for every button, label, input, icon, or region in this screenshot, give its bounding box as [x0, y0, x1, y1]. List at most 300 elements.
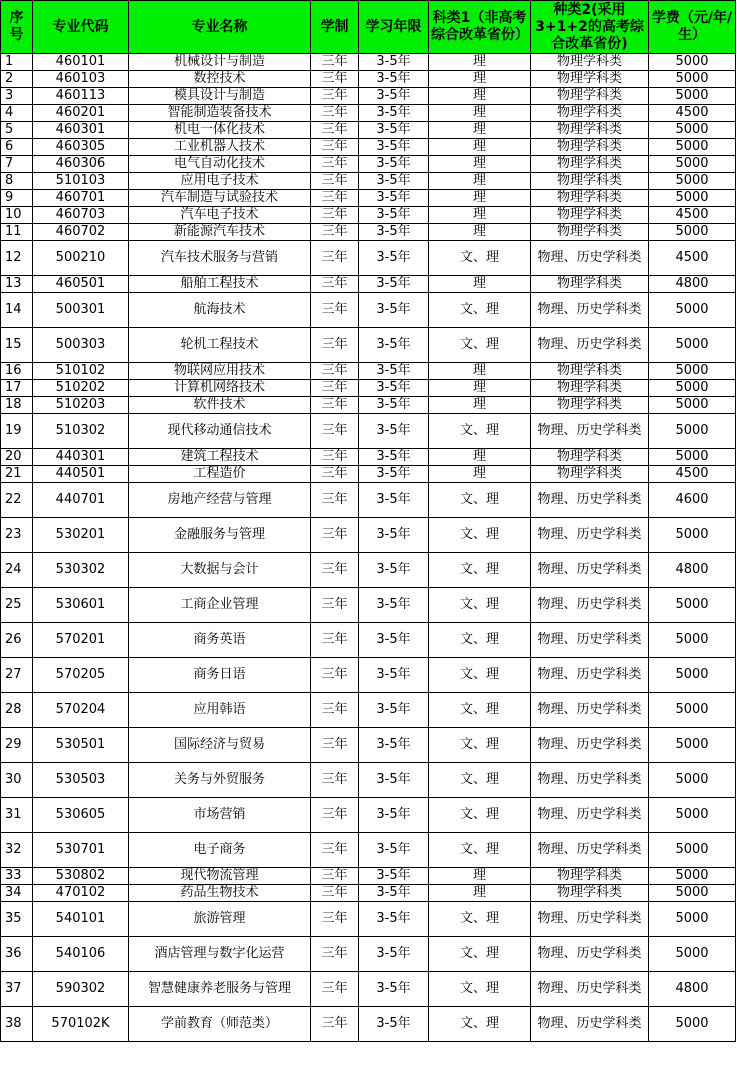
- cell-category-1: 理: [429, 54, 531, 71]
- cell-category-1: 文、理: [429, 1007, 531, 1042]
- cell-category-1: 文、理: [429, 588, 531, 623]
- cell-category-1: 理: [429, 88, 531, 105]
- cell-category-1: 文、理: [429, 763, 531, 798]
- cell-fee: 5000: [649, 658, 736, 693]
- table-body: [1, 54, 736, 1042]
- cell-no: 28: [1, 693, 33, 728]
- cell-years: 3-5年: [359, 397, 429, 414]
- cell-fee: 5000: [649, 139, 736, 156]
- cell-category-1: 文、理: [429, 553, 531, 588]
- cell-code: 570201: [33, 623, 129, 658]
- table-row: [1, 414, 736, 449]
- cell-code: 500301: [33, 293, 129, 328]
- header-years: 学习年限: [359, 1, 429, 54]
- cell-category-2: 物理、历史学科类: [531, 414, 649, 449]
- cell-category-1: 文、理: [429, 293, 531, 328]
- cell-code: 460501: [33, 276, 129, 293]
- cell-name: 机械设计与制造: [129, 54, 311, 71]
- cell-no: 9: [1, 190, 33, 207]
- cell-no: 24: [1, 553, 33, 588]
- header-no: 序号: [1, 1, 33, 54]
- cell-code: 510103: [33, 173, 129, 190]
- cell-code: 570102K: [33, 1007, 129, 1042]
- cell-code: 510102: [33, 363, 129, 380]
- cell-system: 三年: [311, 328, 359, 363]
- cell-fee: 5000: [649, 1007, 736, 1042]
- cell-name: 智慧健康养老服务与管理: [129, 972, 311, 1007]
- cell-code: 460301: [33, 122, 129, 139]
- cell-category-2: 物理、历史学科类: [531, 483, 649, 518]
- cell-code: 460703: [33, 207, 129, 224]
- table-row: [1, 190, 736, 207]
- cell-name: 航海技术: [129, 293, 311, 328]
- cell-category-1: 理: [429, 71, 531, 88]
- cell-no: 12: [1, 241, 33, 276]
- cell-years: 3-5年: [359, 173, 429, 190]
- cell-name: 工业机器人技术: [129, 139, 311, 156]
- cell-no: 32: [1, 833, 33, 868]
- table-row: [1, 54, 736, 71]
- cell-category-2: 物理学科类: [531, 207, 649, 224]
- cell-name: 药品生物技术: [129, 885, 311, 902]
- cell-category-1: 理: [429, 885, 531, 902]
- cell-category-1: 文、理: [429, 658, 531, 693]
- cell-code: 540106: [33, 937, 129, 972]
- cell-category-2: 物理学科类: [531, 397, 649, 414]
- cell-name: 应用电子技术: [129, 173, 311, 190]
- cell-no: 13: [1, 276, 33, 293]
- cell-fee: 5000: [649, 885, 736, 902]
- cell-system: 三年: [311, 833, 359, 868]
- cell-category-2: 物理学科类: [531, 380, 649, 397]
- cell-no: 1: [1, 54, 33, 71]
- cell-system: 三年: [311, 54, 359, 71]
- cell-category-1: 理: [429, 276, 531, 293]
- table-row: [1, 798, 736, 833]
- cell-fee: 5000: [649, 224, 736, 241]
- cell-no: 2: [1, 71, 33, 88]
- cell-system: 三年: [311, 122, 359, 139]
- cell-category-2: 物理学科类: [531, 868, 649, 885]
- table-row: [1, 71, 736, 88]
- cell-system: 三年: [311, 276, 359, 293]
- cell-years: 3-5年: [359, 207, 429, 224]
- cell-category-2: 物理学科类: [531, 276, 649, 293]
- table-row: [1, 105, 736, 122]
- header-category-2: 种类2(采用3+1+2的高考综合改革省份): [531, 1, 649, 54]
- cell-category-1: 文、理: [429, 483, 531, 518]
- cell-system: 三年: [311, 380, 359, 397]
- table-row: [1, 397, 736, 414]
- cell-name: 计算机网络技术: [129, 380, 311, 397]
- cell-no: 10: [1, 207, 33, 224]
- cell-years: 3-5年: [359, 241, 429, 276]
- cell-years: 3-5年: [359, 156, 429, 173]
- cell-code: 460305: [33, 139, 129, 156]
- cell-code: 530802: [33, 868, 129, 885]
- cell-no: 33: [1, 868, 33, 885]
- cell-fee: 4500: [649, 105, 736, 122]
- cell-years: 3-5年: [359, 937, 429, 972]
- cell-system: 三年: [311, 466, 359, 483]
- cell-category-2: 物理学科类: [531, 885, 649, 902]
- cell-category-1: 文、理: [429, 693, 531, 728]
- cell-name: 大数据与会计: [129, 553, 311, 588]
- cell-category-2: 物理学科类: [531, 105, 649, 122]
- cell-code: 570204: [33, 693, 129, 728]
- cell-system: 三年: [311, 414, 359, 449]
- cell-years: 3-5年: [359, 105, 429, 122]
- cell-fee: 5000: [649, 414, 736, 449]
- cell-system: 三年: [311, 105, 359, 122]
- cell-code: 460306: [33, 156, 129, 173]
- cell-category-1: 理: [429, 397, 531, 414]
- cell-category-1: 理: [429, 139, 531, 156]
- cell-system: 三年: [311, 88, 359, 105]
- cell-fee: 5000: [649, 54, 736, 71]
- table-row: [1, 972, 736, 1007]
- cell-system: 三年: [311, 483, 359, 518]
- cell-category-2: 物理学科类: [531, 190, 649, 207]
- cell-fee: 5000: [649, 397, 736, 414]
- cell-fee: 4500: [649, 466, 736, 483]
- cell-category-2: 物理学科类: [531, 449, 649, 466]
- cell-no: 18: [1, 397, 33, 414]
- cell-category-2: 物理、历史学科类: [531, 623, 649, 658]
- cell-fee: 4600: [649, 483, 736, 518]
- cell-system: 三年: [311, 902, 359, 937]
- cell-category-1: 理: [429, 207, 531, 224]
- cell-no: 29: [1, 728, 33, 763]
- cell-name: 现代物流管理: [129, 868, 311, 885]
- table-row: [1, 763, 736, 798]
- cell-category-1: 文、理: [429, 798, 531, 833]
- cell-system: 三年: [311, 972, 359, 1007]
- cell-no: 20: [1, 449, 33, 466]
- table-row: [1, 658, 736, 693]
- cell-category-2: 物理、历史学科类: [531, 658, 649, 693]
- cell-fee: 4800: [649, 972, 736, 1007]
- table-row: [1, 623, 736, 658]
- cell-fee: 5000: [649, 728, 736, 763]
- cell-years: 3-5年: [359, 833, 429, 868]
- cell-name: 汽车技术服务与营销: [129, 241, 311, 276]
- table-header: [1, 1, 736, 54]
- cell-fee: 5000: [649, 693, 736, 728]
- cell-category-2: 物理学科类: [531, 363, 649, 380]
- cell-fee: 4800: [649, 276, 736, 293]
- cell-fee: 5000: [649, 293, 736, 328]
- cell-system: 三年: [311, 224, 359, 241]
- cell-no: 17: [1, 380, 33, 397]
- cell-category-2: 物理、历史学科类: [531, 518, 649, 553]
- cell-category-2: 物理、历史学科类: [531, 972, 649, 1007]
- cell-category-2: 物理学科类: [531, 466, 649, 483]
- cell-name: 船舶工程技术: [129, 276, 311, 293]
- header-row: [1, 1, 736, 54]
- cell-years: 3-5年: [359, 54, 429, 71]
- cell-name: 电气自动化技术: [129, 156, 311, 173]
- cell-fee: 5000: [649, 363, 736, 380]
- cell-fee: 5000: [649, 833, 736, 868]
- cell-name: 商务英语: [129, 623, 311, 658]
- cell-name: 软件技术: [129, 397, 311, 414]
- table-row: [1, 553, 736, 588]
- table-row: [1, 139, 736, 156]
- cell-category-2: 物理、历史学科类: [531, 241, 649, 276]
- table-row: [1, 380, 736, 397]
- cell-system: 三年: [311, 156, 359, 173]
- table-row: [1, 224, 736, 241]
- table-row: [1, 363, 736, 380]
- cell-category-1: 文、理: [429, 833, 531, 868]
- table-row: [1, 1007, 736, 1042]
- cell-no: 14: [1, 293, 33, 328]
- cell-category-1: 文、理: [429, 623, 531, 658]
- cell-category-1: 文、理: [429, 241, 531, 276]
- cell-code: 440501: [33, 466, 129, 483]
- table-row: [1, 466, 736, 483]
- cell-category-2: 物理、历史学科类: [531, 588, 649, 623]
- cell-system: 三年: [311, 190, 359, 207]
- cell-name: 房地产经营与管理: [129, 483, 311, 518]
- cell-system: 三年: [311, 293, 359, 328]
- cell-code: 510203: [33, 397, 129, 414]
- cell-fee: 5000: [649, 588, 736, 623]
- cell-fee: 4500: [649, 207, 736, 224]
- cell-fee: 5000: [649, 902, 736, 937]
- cell-category-2: 物理、历史学科类: [531, 763, 649, 798]
- cell-code: 460113: [33, 88, 129, 105]
- table-row: [1, 156, 736, 173]
- cell-system: 三年: [311, 1007, 359, 1042]
- cell-no: 38: [1, 1007, 33, 1042]
- cell-category-1: 文、理: [429, 902, 531, 937]
- cell-name: 商务日语: [129, 658, 311, 693]
- cell-years: 3-5年: [359, 190, 429, 207]
- table-row: [1, 693, 736, 728]
- cell-category-2: 物理学科类: [531, 71, 649, 88]
- cell-system: 三年: [311, 449, 359, 466]
- cell-years: 3-5年: [359, 224, 429, 241]
- cell-fee: 5000: [649, 763, 736, 798]
- table-row: [1, 483, 736, 518]
- cell-years: 3-5年: [359, 293, 429, 328]
- cell-fee: 5000: [649, 518, 736, 553]
- cell-name: 学前教育（师范类）: [129, 1007, 311, 1042]
- table-row: [1, 328, 736, 363]
- cell-no: 15: [1, 328, 33, 363]
- cell-code: 540101: [33, 902, 129, 937]
- cell-fee: 5000: [649, 449, 736, 466]
- cell-code: 460702: [33, 224, 129, 241]
- cell-fee: 5000: [649, 798, 736, 833]
- cell-fee: 4800: [649, 553, 736, 588]
- cell-category-2: 物理学科类: [531, 173, 649, 190]
- table-row: [1, 207, 736, 224]
- cell-category-1: 理: [429, 868, 531, 885]
- cell-no: 8: [1, 173, 33, 190]
- cell-name: 模具设计与制造: [129, 88, 311, 105]
- cell-category-2: 物理、历史学科类: [531, 293, 649, 328]
- cell-no: 16: [1, 363, 33, 380]
- cell-name: 汽车制造与试验技术: [129, 190, 311, 207]
- cell-category-1: 理: [429, 190, 531, 207]
- cell-system: 三年: [311, 588, 359, 623]
- cell-category-1: 理: [429, 380, 531, 397]
- cell-name: 现代移动通信技术: [129, 414, 311, 449]
- cell-years: 3-5年: [359, 449, 429, 466]
- table-row: [1, 588, 736, 623]
- cell-years: 3-5年: [359, 798, 429, 833]
- cell-years: 3-5年: [359, 553, 429, 588]
- cell-fee: 5000: [649, 156, 736, 173]
- cell-category-1: 理: [429, 156, 531, 173]
- cell-years: 3-5年: [359, 763, 429, 798]
- cell-name: 金融服务与管理: [129, 518, 311, 553]
- cell-code: 440701: [33, 483, 129, 518]
- cell-name: 国际经济与贸易: [129, 728, 311, 763]
- cell-years: 3-5年: [359, 868, 429, 885]
- cell-name: 机电一体化技术: [129, 122, 311, 139]
- cell-code: 570205: [33, 658, 129, 693]
- cell-code: 530605: [33, 798, 129, 833]
- cell-category-1: 理: [429, 363, 531, 380]
- cell-category-2: 物理、历史学科类: [531, 937, 649, 972]
- cell-no: 19: [1, 414, 33, 449]
- cell-name: 建筑工程技术: [129, 449, 311, 466]
- cell-fee: 4500: [649, 241, 736, 276]
- table-row: [1, 173, 736, 190]
- cell-system: 三年: [311, 885, 359, 902]
- cell-code: 530201: [33, 518, 129, 553]
- cell-code: 440301: [33, 449, 129, 466]
- cell-category-1: 文、理: [429, 414, 531, 449]
- cell-years: 3-5年: [359, 588, 429, 623]
- cell-no: 4: [1, 105, 33, 122]
- cell-system: 三年: [311, 798, 359, 833]
- cell-category-2: 物理学科类: [531, 88, 649, 105]
- cell-name: 新能源汽车技术: [129, 224, 311, 241]
- table-row: [1, 293, 736, 328]
- header-code: 专业代码: [33, 1, 129, 54]
- cell-no: 21: [1, 466, 33, 483]
- cell-fee: 5000: [649, 868, 736, 885]
- cell-fee: 5000: [649, 71, 736, 88]
- cell-category-1: 文、理: [429, 328, 531, 363]
- cell-years: 3-5年: [359, 885, 429, 902]
- cell-system: 三年: [311, 623, 359, 658]
- cell-fee: 5000: [649, 623, 736, 658]
- cell-category-2: 物理、历史学科类: [531, 328, 649, 363]
- cell-years: 3-5年: [359, 139, 429, 156]
- cell-years: 3-5年: [359, 466, 429, 483]
- cell-fee: 5000: [649, 173, 736, 190]
- table-row: [1, 449, 736, 466]
- cell-years: 3-5年: [359, 623, 429, 658]
- cell-years: 3-5年: [359, 1007, 429, 1042]
- cell-system: 三年: [311, 728, 359, 763]
- cell-name: 旅游管理: [129, 902, 311, 937]
- cell-code: 470102: [33, 885, 129, 902]
- header-category-1: 科类1（非高考综合改革省份）: [429, 1, 531, 54]
- cell-category-2: 物理、历史学科类: [531, 553, 649, 588]
- header-system: 学制: [311, 1, 359, 54]
- cell-no: 7: [1, 156, 33, 173]
- cell-years: 3-5年: [359, 518, 429, 553]
- cell-fee: 5000: [649, 380, 736, 397]
- cell-years: 3-5年: [359, 276, 429, 293]
- cell-name: 轮机工程技术: [129, 328, 311, 363]
- cell-category-2: 物理、历史学科类: [531, 833, 649, 868]
- cell-system: 三年: [311, 763, 359, 798]
- table-row: [1, 88, 736, 105]
- cell-name: 应用韩语: [129, 693, 311, 728]
- cell-name: 电子商务: [129, 833, 311, 868]
- cell-code: 460201: [33, 105, 129, 122]
- cell-category-1: 文、理: [429, 937, 531, 972]
- cell-category-2: 物理学科类: [531, 122, 649, 139]
- cell-category-2: 物理、历史学科类: [531, 693, 649, 728]
- cell-code: 530601: [33, 588, 129, 623]
- cell-years: 3-5年: [359, 728, 429, 763]
- cell-category-1: 理: [429, 122, 531, 139]
- cell-system: 三年: [311, 553, 359, 588]
- cell-code: 500303: [33, 328, 129, 363]
- cell-category-2: 物理学科类: [531, 139, 649, 156]
- cell-code: 510302: [33, 414, 129, 449]
- cell-no: 36: [1, 937, 33, 972]
- cell-name: 工商企业管理: [129, 588, 311, 623]
- cell-system: 三年: [311, 207, 359, 224]
- cell-name: 数控技术: [129, 71, 311, 88]
- cell-years: 3-5年: [359, 972, 429, 1007]
- cell-category-2: 物理学科类: [531, 224, 649, 241]
- cell-no: 11: [1, 224, 33, 241]
- cell-system: 三年: [311, 71, 359, 88]
- cell-category-1: 文、理: [429, 728, 531, 763]
- table-row: [1, 902, 736, 937]
- cell-years: 3-5年: [359, 363, 429, 380]
- table-row: [1, 122, 736, 139]
- cell-name: 市场营销: [129, 798, 311, 833]
- cell-code: 530503: [33, 763, 129, 798]
- cell-no: 31: [1, 798, 33, 833]
- cell-category-2: 物理、历史学科类: [531, 798, 649, 833]
- cell-no: 25: [1, 588, 33, 623]
- cell-category-1: 文、理: [429, 518, 531, 553]
- cell-category-2: 物理、历史学科类: [531, 1007, 649, 1042]
- cell-no: 5: [1, 122, 33, 139]
- cell-no: 35: [1, 902, 33, 937]
- cell-code: 510202: [33, 380, 129, 397]
- cell-category-1: 理: [429, 449, 531, 466]
- cell-no: 26: [1, 623, 33, 658]
- cell-years: 3-5年: [359, 902, 429, 937]
- cell-category-2: 物理学科类: [531, 156, 649, 173]
- cell-system: 三年: [311, 518, 359, 553]
- cell-category-1: 文、理: [429, 972, 531, 1007]
- cell-name: 汽车电子技术: [129, 207, 311, 224]
- cell-years: 3-5年: [359, 693, 429, 728]
- cell-code: 460103: [33, 71, 129, 88]
- cell-years: 3-5年: [359, 328, 429, 363]
- cell-years: 3-5年: [359, 122, 429, 139]
- cell-category-2: 物理、历史学科类: [531, 902, 649, 937]
- cell-system: 三年: [311, 363, 359, 380]
- cell-years: 3-5年: [359, 483, 429, 518]
- table-row: [1, 518, 736, 553]
